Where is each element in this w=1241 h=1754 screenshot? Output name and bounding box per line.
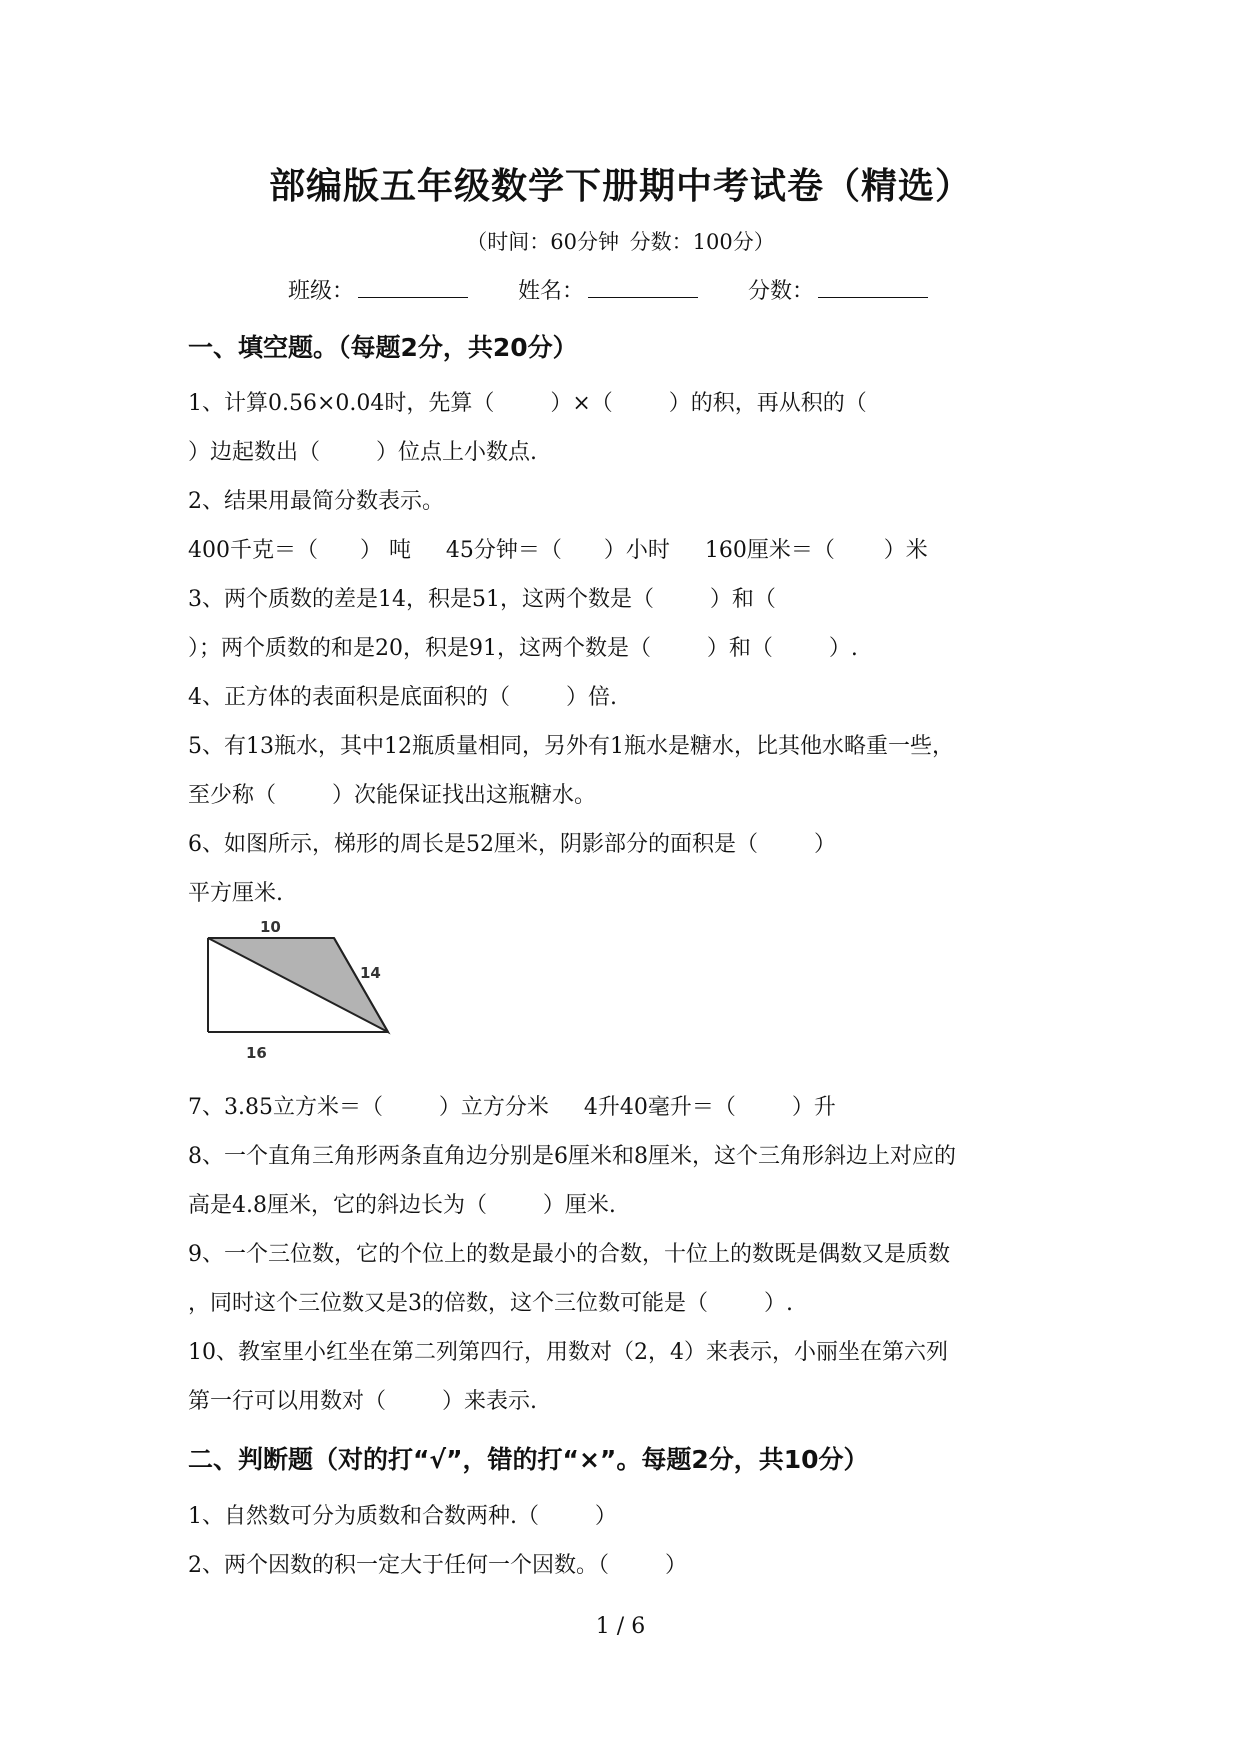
question-line: 7、3.85立方米＝（ ）立方分米 4升40毫升＝（ ）升 bbox=[188, 1095, 836, 1120]
bottom-side-label: 16 bbox=[246, 1044, 267, 1062]
question-line: 6、如图所示，梯形的周长是52厘米，阴影部分的面积是（ ） bbox=[188, 832, 836, 857]
page-title: 部编版五年级数学下册期中考试卷（精选） bbox=[268, 166, 972, 207]
exam-time-score: （时间：60分钟 分数：100分） bbox=[466, 230, 775, 254]
question-line: ）；两个质数的和是20，积是91，这两个数是（ ）和（ ）. bbox=[188, 636, 858, 661]
section-2-heading: 二、判断题（对的打“√”，错的打“×”。每题2分，共10分） bbox=[188, 1445, 869, 1474]
question-line: 3、两个质数的差是14，积是51，这两个数是（ ）和（ bbox=[188, 587, 776, 612]
class-blank[interactable] bbox=[358, 275, 468, 298]
score-field bbox=[748, 274, 928, 305]
section-1-heading: 一、填空题。（每题2分，共20分） bbox=[188, 333, 578, 362]
question-line: 400千克＝（ ） 吨 45分钟＝（ ）小时 160厘米＝（ ）米 bbox=[188, 538, 928, 563]
name-field bbox=[518, 274, 698, 305]
question-line: 8、一个直角三角形两条直角边分别是6厘米和8厘米，这个三角形斜边上对应的 bbox=[188, 1144, 956, 1169]
question-line: 2、两个因数的积一定大于任何一个因数。（ ） bbox=[188, 1553, 687, 1578]
question-line: 第一行可以用数对（ ）来表示. bbox=[188, 1389, 537, 1414]
name-label: 姓名： bbox=[518, 279, 585, 304]
class-field bbox=[288, 274, 468, 305]
question-line: 4、正方体的表面积是底面积的（ ）倍. bbox=[188, 685, 617, 710]
trapezoid-figure bbox=[198, 918, 398, 1068]
score-blank[interactable] bbox=[818, 275, 928, 298]
class-label: 班级： bbox=[288, 279, 355, 304]
question-line: 平方厘米. bbox=[188, 881, 283, 906]
question-line: 9、一个三位数，它的个位上的数是最小的合数，十位上的数既是偶数又是质数 bbox=[188, 1242, 950, 1267]
student-info-row bbox=[288, 274, 978, 305]
page-number: 1 / 6 bbox=[595, 1614, 646, 1639]
question-line: 2、结果用最简分数表示。 bbox=[188, 489, 444, 514]
question-line: 10、教室里小红坐在第二列第四行，用数对（2，4）来表示，小丽坐在第六列 bbox=[188, 1340, 948, 1365]
question-line: 1、自然数可分为质数和合数两种.（ ） bbox=[188, 1504, 617, 1529]
score-label: 分数： bbox=[748, 279, 815, 304]
question-line: 至少称（ ）次能保证找出这瓶糖水。 bbox=[188, 783, 596, 808]
question-line: 高是4.8厘米，它的斜边长为（ ）厘米. bbox=[188, 1193, 616, 1218]
question-line: 5、有13瓶水，其中12瓶质量相同，另外有1瓶水是糖水，比其他水略重一些， bbox=[188, 734, 954, 759]
slanted-side-label: 14 bbox=[360, 964, 381, 982]
question-line: ，同时这个三位数又是3的倍数，这个三位数可能是（ ）. bbox=[188, 1291, 793, 1316]
question-line: ）边起数出（ ）位点上小数点. bbox=[188, 440, 537, 465]
top-side-label: 10 bbox=[260, 918, 281, 936]
question-line: 1、计算0.56×0.04时，先算（ ）×（ ）的积，再从积的（ bbox=[188, 391, 867, 416]
name-blank[interactable] bbox=[588, 275, 698, 298]
